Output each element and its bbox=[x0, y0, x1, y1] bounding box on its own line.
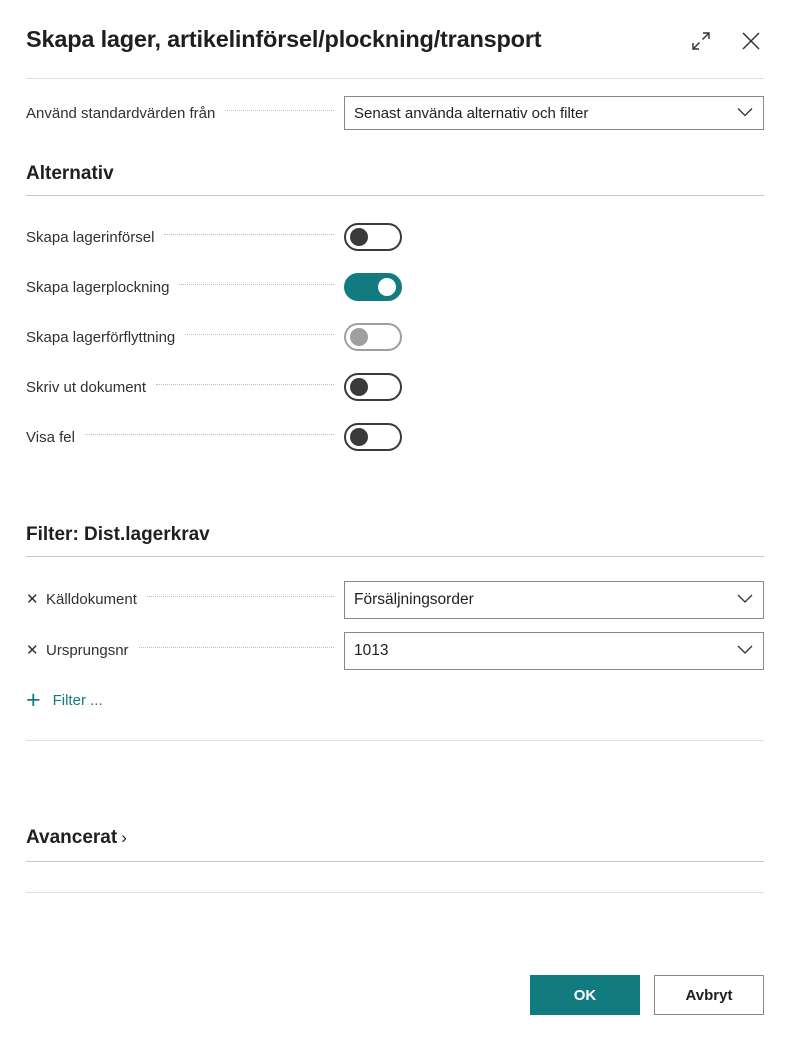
option-row-lagerinforsel bbox=[0, 212, 790, 262]
ok-button[interactable]: OK bbox=[530, 975, 640, 1015]
add-filter-button[interactable] bbox=[0, 676, 790, 718]
add-filter-label: Filter ... bbox=[52, 691, 103, 709]
dot-leader bbox=[85, 434, 334, 435]
option-label: Skapa lagerinförsel bbox=[26, 228, 155, 246]
toggle-skapa-lagerplockning[interactable] bbox=[344, 273, 402, 301]
filter-field-wrap bbox=[344, 632, 764, 670]
dialog-header bbox=[0, 0, 790, 78]
toggle-knob bbox=[350, 328, 368, 346]
dot-leader bbox=[156, 384, 334, 385]
chevron-down-icon bbox=[737, 591, 753, 609]
option-toggle-wrap bbox=[344, 323, 764, 351]
toggle-skriv-ut-dokument[interactable] bbox=[344, 373, 402, 401]
advanced-toggle[interactable] bbox=[26, 827, 127, 861]
filter-label: Ursprungsnr bbox=[46, 642, 129, 659]
page-title: Skapa lager, artikelinförsel/plockning/transport bbox=[26, 26, 542, 52]
option-label: Skriv ut dokument bbox=[26, 378, 147, 396]
toggle-knob bbox=[350, 228, 368, 246]
filter-value: Försäljningsorder bbox=[354, 590, 474, 608]
filter-row-kalldokument bbox=[0, 574, 790, 625]
filter-row-ursprungsnr bbox=[0, 625, 790, 676]
advanced-title: Avancerat bbox=[26, 827, 118, 848]
filter-value: 1013 bbox=[354, 641, 389, 659]
option-label: Skapa lagerförflyttning bbox=[26, 328, 176, 346]
dot-leader bbox=[147, 596, 334, 597]
option-label: Skapa lagerplockning bbox=[26, 278, 170, 296]
option-row-visa-fel bbox=[0, 412, 790, 462]
option-label: Visa fel bbox=[26, 428, 75, 446]
remove-filter-icon[interactable]: ✕ bbox=[26, 591, 39, 608]
filter-label: Källdokument bbox=[46, 591, 137, 608]
plus-icon: + bbox=[26, 685, 41, 714]
advanced-section bbox=[0, 827, 790, 862]
defaults-value: Senast använda alternativ och filter bbox=[354, 104, 589, 122]
defaults-dropdown[interactable] bbox=[344, 96, 764, 130]
toggle-knob bbox=[350, 428, 368, 446]
filter-section-title: Filter: Dist.lagerkrav bbox=[26, 524, 210, 545]
expand-diagonal-icon[interactable] bbox=[686, 26, 716, 56]
options-section bbox=[0, 163, 790, 196]
toggle-skapa-lagerinforsel[interactable] bbox=[344, 223, 402, 251]
chevron-down-icon bbox=[737, 105, 753, 122]
option-toggle-wrap bbox=[344, 373, 764, 401]
header-buttons bbox=[686, 22, 766, 56]
defaults-row bbox=[0, 93, 790, 133]
dot-leader bbox=[185, 334, 334, 335]
option-row-lagerforflyttning bbox=[0, 312, 790, 362]
toggle-visa-fel[interactable] bbox=[344, 423, 402, 451]
option-row-lagerplockning bbox=[0, 262, 790, 312]
option-toggle-wrap bbox=[344, 223, 764, 251]
toggle-knob bbox=[350, 378, 368, 396]
dot-leader bbox=[179, 284, 334, 285]
dot-leader bbox=[225, 110, 334, 111]
dot-leader bbox=[139, 647, 334, 648]
options-section-title: Alternativ bbox=[26, 163, 114, 184]
filter-section bbox=[0, 524, 790, 557]
filter-dropdown-kalldokument[interactable] bbox=[344, 581, 764, 619]
defaults-label: Använd standardvärden från bbox=[26, 104, 216, 122]
option-row-skriv-ut-dokument bbox=[0, 362, 790, 412]
dialog-footer bbox=[0, 975, 790, 1038]
toggle-knob bbox=[378, 278, 396, 296]
filter-field-wrap bbox=[344, 581, 764, 619]
cancel-button[interactable]: Avbryt bbox=[654, 975, 764, 1015]
chevron-down-icon bbox=[737, 642, 753, 660]
remove-filter-icon[interactable]: ✕ bbox=[26, 642, 39, 659]
filter-dropdown-ursprungsnr[interactable] bbox=[344, 632, 764, 670]
option-toggle-wrap bbox=[344, 423, 764, 451]
chevron-right-icon: › bbox=[121, 828, 127, 847]
defaults-field-wrap bbox=[344, 96, 764, 130]
toggle-skapa-lagerforflyttning bbox=[344, 323, 402, 351]
close-icon[interactable] bbox=[736, 26, 766, 56]
option-toggle-wrap bbox=[344, 273, 764, 301]
dot-leader bbox=[164, 234, 334, 235]
footer-divider bbox=[26, 892, 764, 893]
